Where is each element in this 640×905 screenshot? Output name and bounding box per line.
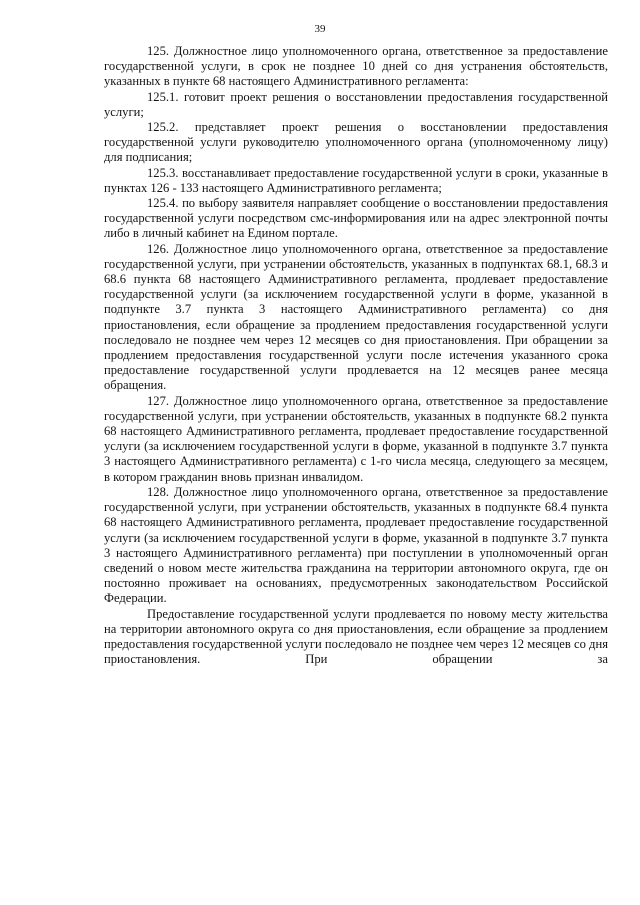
paragraph-125-1: 125.1. готовит проект решения о восстановлении предоставления государственной услуги; (104, 89, 608, 119)
page-number: 39 (314, 23, 326, 35)
paragraph-126: 126. Должностное лицо уполномоченного органа, ответственное за предоставление государственной услуги, при устранении обстоятельств, указанных в подпунктах 68.1, 68.3 и 68.6 пункта 68 настоящего Административного регламента, продлевает предоставление государственной услуги (за исключением государственной услуги в форме, указанной в подпункте 3.7 пункта 3 настоящего Административного регламента) со дня приостановления, если обращение за продлением предоставления государственной услуги последовало не позднее чем через 12 месяцев со дня приостановления. При обращении за продлением предоставления государственной услуги после истечения указанного срока предоставление государственной услуги продлевается на 12 месяцев ранее месяца обращения. (104, 241, 608, 393)
paragraph-125-2: 125.2. представляет проект решения о восстановлении предоставления государственной услуги руководителю уполномоченного органа (уполномоченному лицу) для подписания; (104, 120, 608, 165)
document-body (104, 44, 608, 667)
paragraph-125: 125. Должностное лицо уполномоченного органа, ответственное за предоставление государственной услуги, в срок не позднее 10 дней со дня устранения обстоятельств, указанных в пункте 68 настоящего Административного регламента: (104, 44, 608, 89)
paragraph-127: 127. Должностное лицо уполномоченного органа, ответственное за предоставление государственной услуги, при устранении обстоятельств, указанных в подпункте 68.2 пункта 68 настоящего Административного регламента, продлевает предоставление государственной услуги (за исключением государственной услуги в форме, указанной в подпункте 3.7 пункта 3 настоящего Административного регламента) с 1-го числа месяца, следующего за месяцем, в котором гражданин вновь признан инвалидом. (104, 393, 608, 484)
paragraph-125-4: 125.4. по выбору заявителя направляет сообщение о восстановлении предоставления государственной услуги посредством смс-информирования или на адрес электронной почты либо в личный кабинет на Едином портале. (104, 196, 608, 241)
paragraph-128: 128. Должностное лицо уполномоченного органа, ответственное за предоставление государственной услуги, при устранении обстоятельств, указанных в подпункте 68.4 пункта 68 настоящего Административного регламента, продлевает предоставление государственной услуги (за исключением государственной услуги в форме, указанной в подпункте 3.7 пункта 3 настоящего Административного регламента) при поступлении в уполномоченный орган сведений о новом месте жительства гражданина на территории автономного округа, где он постоянно проживает на основаниях, предусмотренных законодательством Российской Федерации. (104, 484, 608, 606)
paragraph-125-3: 125.3. восстанавливает предоставление государственной услуги в сроки, указанные в пунктах 126 - 133 настоящего Административного регламента; (104, 165, 608, 195)
paragraph-continuation: Предоставление государственной услуги продлевается по новому месту жительства на территории автономного округа со дня приостановления, если обращение за продлением предоставления государственной услуги последовало не позднее чем через 12 месяцев со дня приостановления. При обращении за (104, 606, 608, 667)
